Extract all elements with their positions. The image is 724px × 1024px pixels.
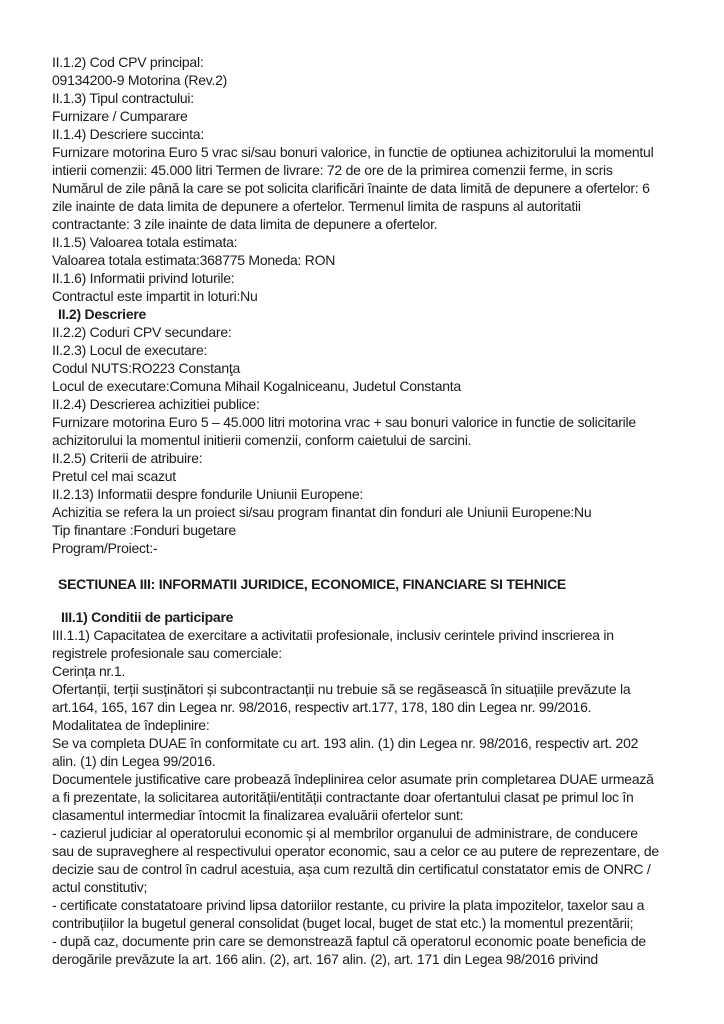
- text-line: Pretul cel mai scazut: [52, 468, 176, 484]
- text-line: Locul de executare:Comuna Mihail Kogalniceanu, Judetul Constanta: [52, 378, 461, 394]
- text-line: Contractul este impartit in loturi:Nu: [52, 288, 258, 304]
- text-line: - certificate constatatoare privind lipsa datoriilor restante, cu privire la plata impozitelor, taxelor sau a: [52, 897, 645, 913]
- section-title: SECTIUNEA III: INFORMATII JURIDICE, ECONOMICE, FINANCIARE SI TEHNICE: [58, 576, 567, 592]
- subsection-title: II.2) Descriere: [58, 306, 147, 322]
- text-line: Documentele justificative care probează îndeplinirea celor asumate prin completarea DUAE urmează: [52, 771, 654, 787]
- text-line: II.2.5) Criterii de atribuire:: [52, 450, 203, 466]
- text-line: III.1.1) Capacitatea de exercitare a activitatii profesionale, inclusiv cerintele privind inscrierea in: [52, 627, 614, 643]
- text-line: clasamentul intermediar întocmit la finalizarea evaluării ofertelor sunt:: [52, 807, 464, 823]
- text-line: II.1.4) Descriere succinta:: [52, 126, 204, 142]
- subsection-title: III.1) Conditii de participare: [61, 609, 234, 625]
- text-line: II.1.2) Cod CPV principal:: [52, 54, 204, 70]
- text-line: II.1.6) Informatii privind loturile:: [52, 270, 235, 286]
- text-line: Se va completa DUAE în conformitate cu art. 193 alin. (1) din Legea nr. 98/2016, respectiv art. 202: [52, 735, 639, 751]
- text-line: Modalitatea de îndeplinire:: [52, 717, 210, 733]
- text-line: Cerința nr.1.: [52, 663, 126, 679]
- text-line: Tip finantare :Fonduri bugetare: [52, 522, 236, 538]
- text-line: Furnizare motorina Euro 5 vrac si/sau bonuri valorice, in functie de optiunea achizitorului la momentul: [52, 144, 654, 160]
- text-line: Numărul de zile până la care se pot solicita clarificări înainte de data limită de depunere a ofertelor: 6: [52, 180, 650, 196]
- text-line: sau de supraveghere al respectivului operator economic, sau a celor ce au putere de reprezentare, de: [52, 843, 659, 859]
- text-line: Valoarea totala estimata:368775 Moneda: RON: [52, 252, 336, 268]
- text-line: a fi prezentate, la solicitarea autorității/entității contractante doar ofertantului clasat pe primul loc în: [52, 789, 634, 805]
- text-line: - după caz, documente prin care se demonstrează faptul că operatorul economic poate beneficia de: [52, 933, 646, 949]
- text-line: art.164, 165, 167 din Legea nr. 98/2016, respectiv art.177, 178, 180 din Legea nr. 99/2016.: [52, 699, 592, 715]
- text-line: 09134200-9 Motorina (Rev.2): [52, 72, 228, 88]
- text-line: II.1.5) Valoarea totala estimata:: [52, 234, 238, 250]
- text-line: decizie sau de control în cadrul acestuia, așa cum rezultă din certificatul constatator emis de ONRC /: [52, 861, 651, 877]
- text-line: II.1.3) Tipul contractului:: [52, 90, 194, 106]
- text-line: contractante: 3 zile inainte de data limita de depunere a ofertelor.: [52, 216, 438, 232]
- text-line: II.2.4) Descrierea achizitiei publice:: [52, 396, 260, 412]
- text-line: Codul NUTS:RO223 Constanţa: [52, 360, 241, 376]
- text-line: intierii comenzii: 45.000 litri Termen de livrare: 72 de ore de la primirea comenzii ferme, in scris: [52, 162, 613, 178]
- text-line: registrele profesionale sau comerciale:: [52, 645, 282, 661]
- text-line: actul constitutiv;: [52, 879, 148, 895]
- text-line: derogările prevăzute la art. 166 alin. (2), art. 167 alin. (2), art. 171 din Legea 98/2016 privind: [52, 951, 598, 967]
- text-line: II.2.3) Locul de executare:: [52, 342, 208, 358]
- text-line: - cazierul judiciar al operatorului economic și al membrilor organului de administrare, de conducere: [52, 825, 638, 841]
- text-line: II.2.13) Informatii despre fondurile Uniunii Europene:: [52, 486, 364, 502]
- text-line: alin. (1) din Legea 99/2016.: [52, 753, 216, 769]
- text-line: Program/Proiect:-: [52, 540, 158, 556]
- text-line: Furnizare motorina Euro 5 – 45.000 litri motorina vrac + sau bonuri valorice in functie de solicitarile: [52, 414, 636, 430]
- document-content: [52, 53, 724, 968]
- text-line: achizitorului la momentul initierii comenzii, conform caietului de sarcini.: [52, 432, 472, 448]
- text-line: Ofertanții, terții susținători și subcontractanții nu trebuie să se regăsească în situațiile prevăzute la: [52, 681, 631, 697]
- text-line: Achizitia se refera la un proiect si/sau program finantat din fonduri ale Uniunii Europene:Nu: [52, 504, 592, 520]
- text-line: zile inainte de data limita de depunere a ofertelor. Termenul limita de raspuns al autoritatii: [52, 198, 581, 214]
- text-line: Furnizare / Cumparare: [52, 108, 188, 124]
- text-line: II.2.2) Coduri CPV secundare:: [52, 324, 232, 340]
- text-line: contribuțiilor la bugetul general consolidat (buget local, buget de stat etc.) la momentul prezentării;: [52, 915, 634, 931]
